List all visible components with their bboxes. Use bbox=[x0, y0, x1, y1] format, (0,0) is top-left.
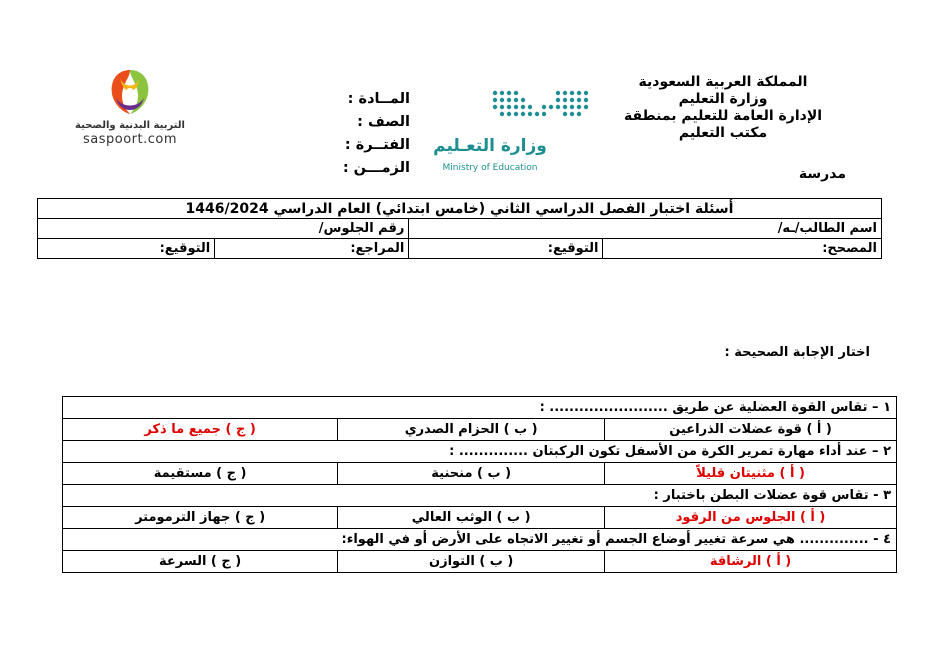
question-option[interactable]: ( ج ) السرعة bbox=[63, 551, 338, 573]
exam-fields bbox=[300, 88, 410, 180]
question-option[interactable]: ( ب ) منحنية bbox=[338, 463, 605, 485]
school-label: مدرسة bbox=[798, 166, 846, 182]
header-line-directorate: الإدارة العامة للتعليم بمنطقة bbox=[623, 108, 823, 124]
field-time: الزمـــن : bbox=[342, 160, 410, 176]
exam-info-table bbox=[37, 198, 882, 259]
moe-arabic-name: وزارة التعـليم bbox=[433, 136, 547, 156]
question-text: ٣ - تقاس قوة عضلات البطن باختبار : bbox=[63, 485, 897, 507]
seat-number-field[interactable]: رقم الجلوس/ bbox=[38, 219, 409, 239]
exam-title: أسئلة اختبار الفصل الدراسي الثاني (خامس ابتدائي) العام الدراسي 1446/2024 bbox=[38, 199, 882, 219]
question-option[interactable]: ( ج ) مستقيمة bbox=[63, 463, 338, 485]
ministry-header bbox=[598, 74, 848, 142]
field-subject: المــادة : bbox=[347, 91, 410, 107]
header-line-ministry: وزارة التعليم bbox=[678, 91, 768, 107]
question-option[interactable]: ( ب ) الوثب العالي bbox=[338, 507, 605, 529]
question-option[interactable]: ( ب ) التوازن bbox=[338, 551, 605, 573]
site-logo-arabic: التربية البدنية والصحية bbox=[75, 120, 185, 131]
site-logo bbox=[40, 68, 220, 158]
student-name-field[interactable]: اسم الطالب/ـه/ bbox=[409, 219, 882, 239]
reviewer-field[interactable]: المراجع: bbox=[215, 239, 409, 259]
question-option-correct[interactable]: ( أ ) الجلوس من الرقود bbox=[605, 507, 897, 529]
corrector-signature-field[interactable]: التوقيع: bbox=[409, 239, 603, 259]
question-text: ١ – تقاس القوة العضلية عن طريق ........................ : bbox=[63, 397, 897, 419]
moe-dots-icon bbox=[490, 88, 600, 118]
question-text: ٢ – عند أداء مهارة تمرير الكرة من الأسفل تكون الركبتان .............. : bbox=[63, 441, 897, 463]
reviewer-signature-field[interactable]: التوقيع: bbox=[38, 239, 215, 259]
site-logo-icon bbox=[106, 68, 154, 118]
question-option-correct[interactable]: ( أ ) مثنيتان قليلاً bbox=[605, 463, 897, 485]
corrector-field[interactable]: المصحح: bbox=[603, 239, 882, 259]
instruction: اختار الإجابة الصحيحة : bbox=[724, 345, 870, 360]
field-period: الفتــرة : bbox=[344, 137, 410, 153]
questions-table bbox=[62, 396, 897, 573]
header-line-kingdom: المملكة العربية السعودية bbox=[638, 74, 808, 90]
field-class: الصف : bbox=[357, 114, 410, 130]
question-option[interactable]: ( ب ) الحزام الصدري bbox=[338, 419, 605, 441]
question-text: ٤ - .............. هي سرعة تغيير أوضاع الجسم أو تغيير الاتجاه على الأرض أو في الهواء: bbox=[63, 529, 897, 551]
question-option[interactable]: ( أ ) قوة عضلات الذراعين bbox=[605, 419, 897, 441]
question-option-correct[interactable]: ( أ ) الرشاقة bbox=[605, 551, 897, 573]
question-option[interactable]: ( ج ) جهاز الترمومتر bbox=[63, 507, 338, 529]
question-option-correct[interactable]: ( ج ) جميع ما ذكر bbox=[63, 419, 338, 441]
moe-english-name: Ministry of Education bbox=[442, 163, 538, 173]
header-line-office: مكتب التعليم bbox=[678, 125, 768, 141]
site-logo-english: saspoort.com bbox=[82, 132, 177, 147]
moe-logo bbox=[430, 86, 600, 180]
